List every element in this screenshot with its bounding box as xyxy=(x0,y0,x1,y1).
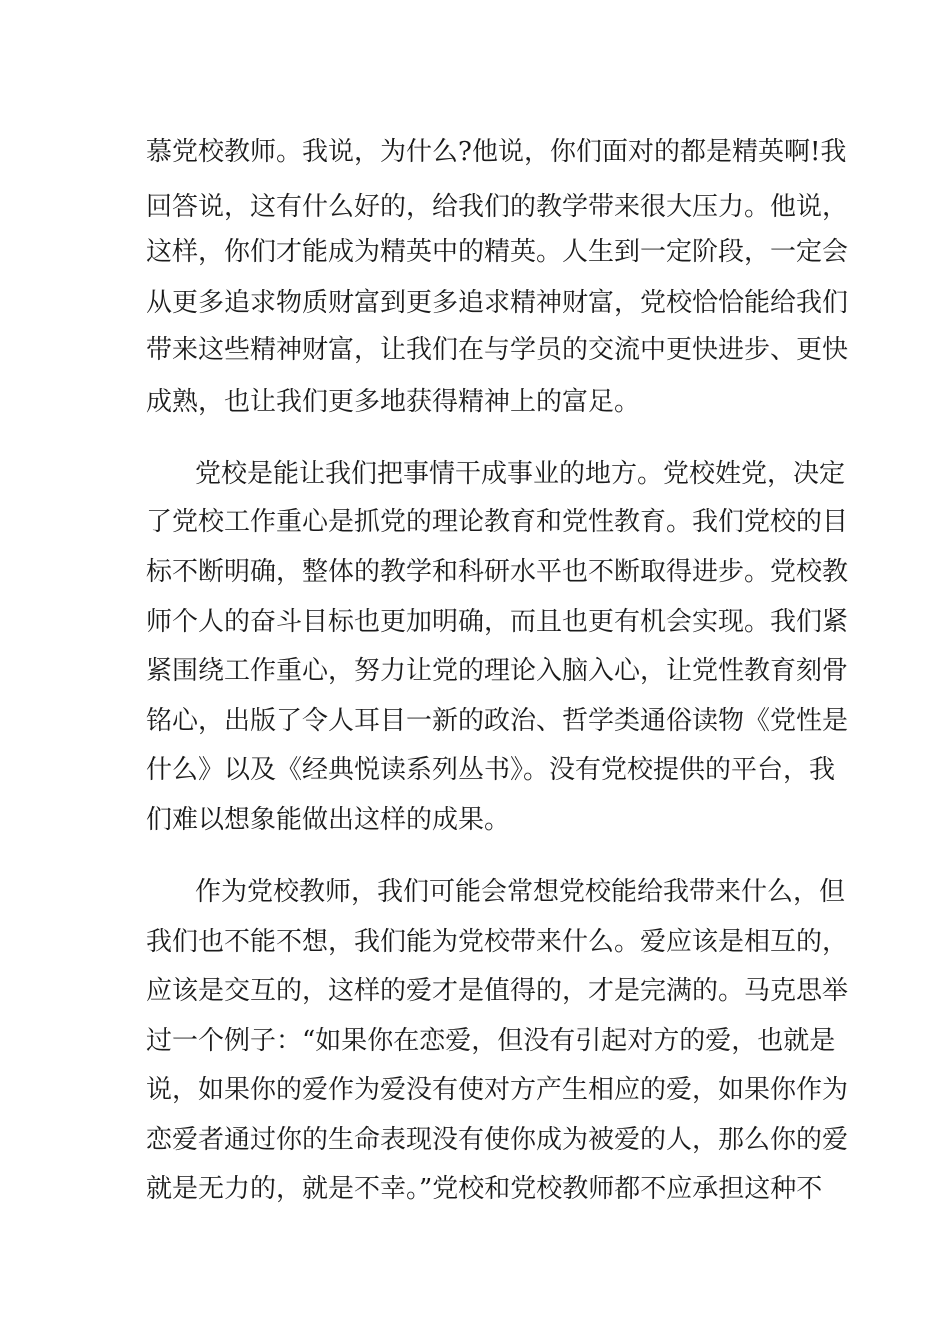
text-line: 党校是能让我们把事情干成事业的地方。党校姓党，决定 xyxy=(195,459,846,489)
text-line: 从更多追求物质财富到更多追求精神财富，党校恰恰能给我们 xyxy=(146,288,849,318)
text-line: 师个人的奋斗目标也更加明确，而且也更有机会实现。我们紧 xyxy=(146,607,849,637)
text-line: 恋爱者通过你的生命表现没有使你成为被爱的人，那么你的爱 xyxy=(146,1125,849,1155)
text-line: 说，如果你的爱作为爱没有使对方产生相应的爱，如果你作为 xyxy=(146,1075,849,1105)
text-line: 了党校工作重心是抓党的理论教育和党性教育。我们党校的目 xyxy=(146,507,849,537)
text-line: 带来这些精神财富，让我们在与学员的交流中更快进步、更快 xyxy=(146,335,849,365)
text-line: 我们也不能不想，我们能为党校带来什么。爱应该是相互的， xyxy=(146,927,849,957)
text-line: 就是无力的，就是不幸。”党校和党校教师都不应承担这种不 xyxy=(146,1174,823,1204)
text-line: 紧围绕工作重心，努力让党的理论入脑入心，让党性教育刻骨 xyxy=(146,656,849,686)
text-line: 这样，你们才能成为精英中的精英。人生到一定阶段，一定会 xyxy=(146,237,849,267)
text-line: 回答说，这有什么好的，给我们的教学带来很大压力。他说， xyxy=(146,192,849,222)
text-line: 慕党校教师。我说，为什么?他说，你们面对的都是精英啊!我 xyxy=(146,137,847,167)
text-line: 们难以想象能做出这样的成果。 xyxy=(146,805,511,835)
text-line: 应该是交互的，这样的爱才是值得的，才是完满的。马克思举 xyxy=(146,976,849,1006)
text-line: 什么》以及《经典悦读系列丛书》。没有党校提供的平台，我 xyxy=(146,755,836,785)
text-line: 标不断明确，整体的教学和科研水平也不断取得进步。党校教 xyxy=(146,557,849,587)
text-line: 成熟，也让我们更多地获得精神上的富足。 xyxy=(146,387,641,417)
text-line: 铭心，出版了令人耳目一新的政治、哲学类通俗读物《党性是 xyxy=(146,706,849,736)
text-line: 作为党校教师，我们可能会常想党校能给我带来什么，但 xyxy=(195,877,846,907)
text-line: 过一个例子：“如果你在恋爱，但没有引起对方的爱，也就是 xyxy=(146,1026,836,1056)
